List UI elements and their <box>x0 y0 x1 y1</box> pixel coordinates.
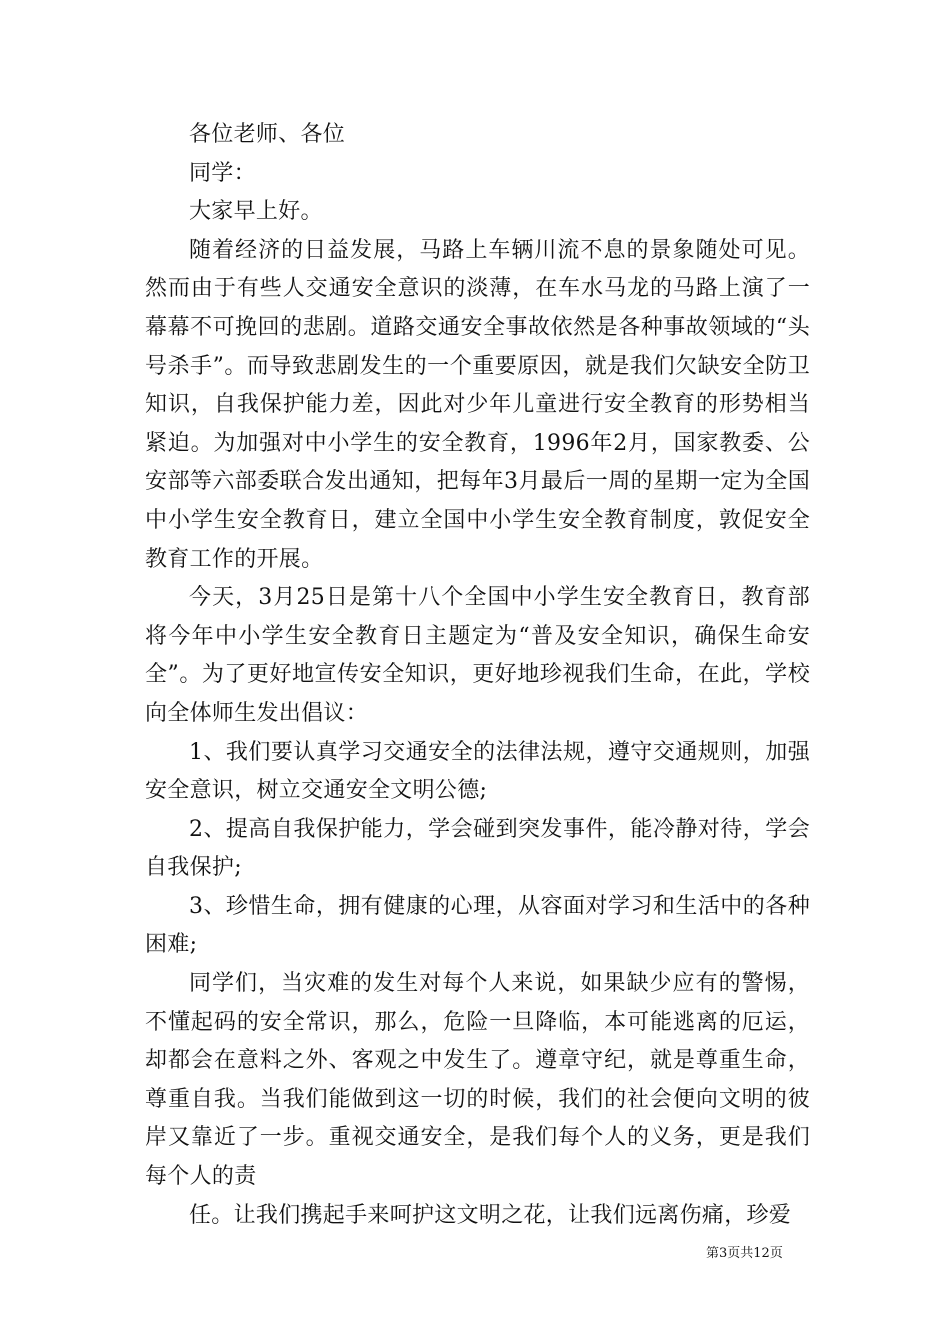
proposal-item-1: 1、我们要认真学习交通安全的法律法规，遵守交通规则，加强安全意识，树立交通安全文明公德; <box>145 739 810 804</box>
paragraph-theme: 今天，3月25日是第十八个全国中小学生安全教育日，教育部将今年中小学生安全教育日主题定为“普及安全知识，确保生命安全”。为了更好地宣传安全知识，更好地珍视我们生命，在此，学校向全体师生发出倡议： <box>145 585 810 726</box>
greeting-line-1: 各位老师、各位 <box>189 122 346 147</box>
paragraph-closing: 任。让我们携起手来呵护这文明之花，让我们远离伤痛，珍爱 <box>189 1202 792 1228</box>
page-number-footer: 第3页共12页 <box>706 1246 783 1261</box>
document-body <box>145 116 810 1235</box>
proposal-item-2: 2、提高自我保护能力，学会碰到突发事件，能冷静对待，学会自我保护; <box>145 816 810 881</box>
paragraph-background: 随着经济的日益发展，马路上车辆川流不息的景象随处可见。然而由于有些人交通安全意识的淡薄，在车水马龙的马路上演了一幕幕不可挽回的悲剧。道路交通安全事故依然是各种事故领域的“头号杀手”。而导致悲剧发生的一个重要原因，就是我们欠缺安全防卫知识，自我保护能力差，因此对少年儿童进行安全教育的形势相当紧迫。为加强对中小学生的安全教育，1996年2月，国家教委、公安部等六部委联合发出通知，把每年3月最后一周的星期一定为全国中小学生安全教育日，建立全国中小学生安全教育制度，敦促安全教育工作的开展。 <box>145 237 810 572</box>
paragraph-appeal: 同学们，当灾难的发生对每个人来说，如果缺少应有的警惕，不懂起码的安全常识，那么，危险一旦降临，本可能逃离的厄运，却都会在意料之外、客观之中发生了。遵章守纪，就是尊重生命，尊重自我。当我们能做到这一切的时候，我们的社会便向文明的彼岸又靠近了一步。重视交通安全，是我们每个人的义务，更是我们每个人的责 <box>145 971 810 1190</box>
greeting-line-2: 同学： <box>189 160 256 186</box>
proposal-item-3: 3、珍惜生命，拥有健康的心理，从容面对学习和生活中的各种困难; <box>145 893 810 958</box>
greeting-line-3: 大家早上好。 <box>189 199 323 225</box>
